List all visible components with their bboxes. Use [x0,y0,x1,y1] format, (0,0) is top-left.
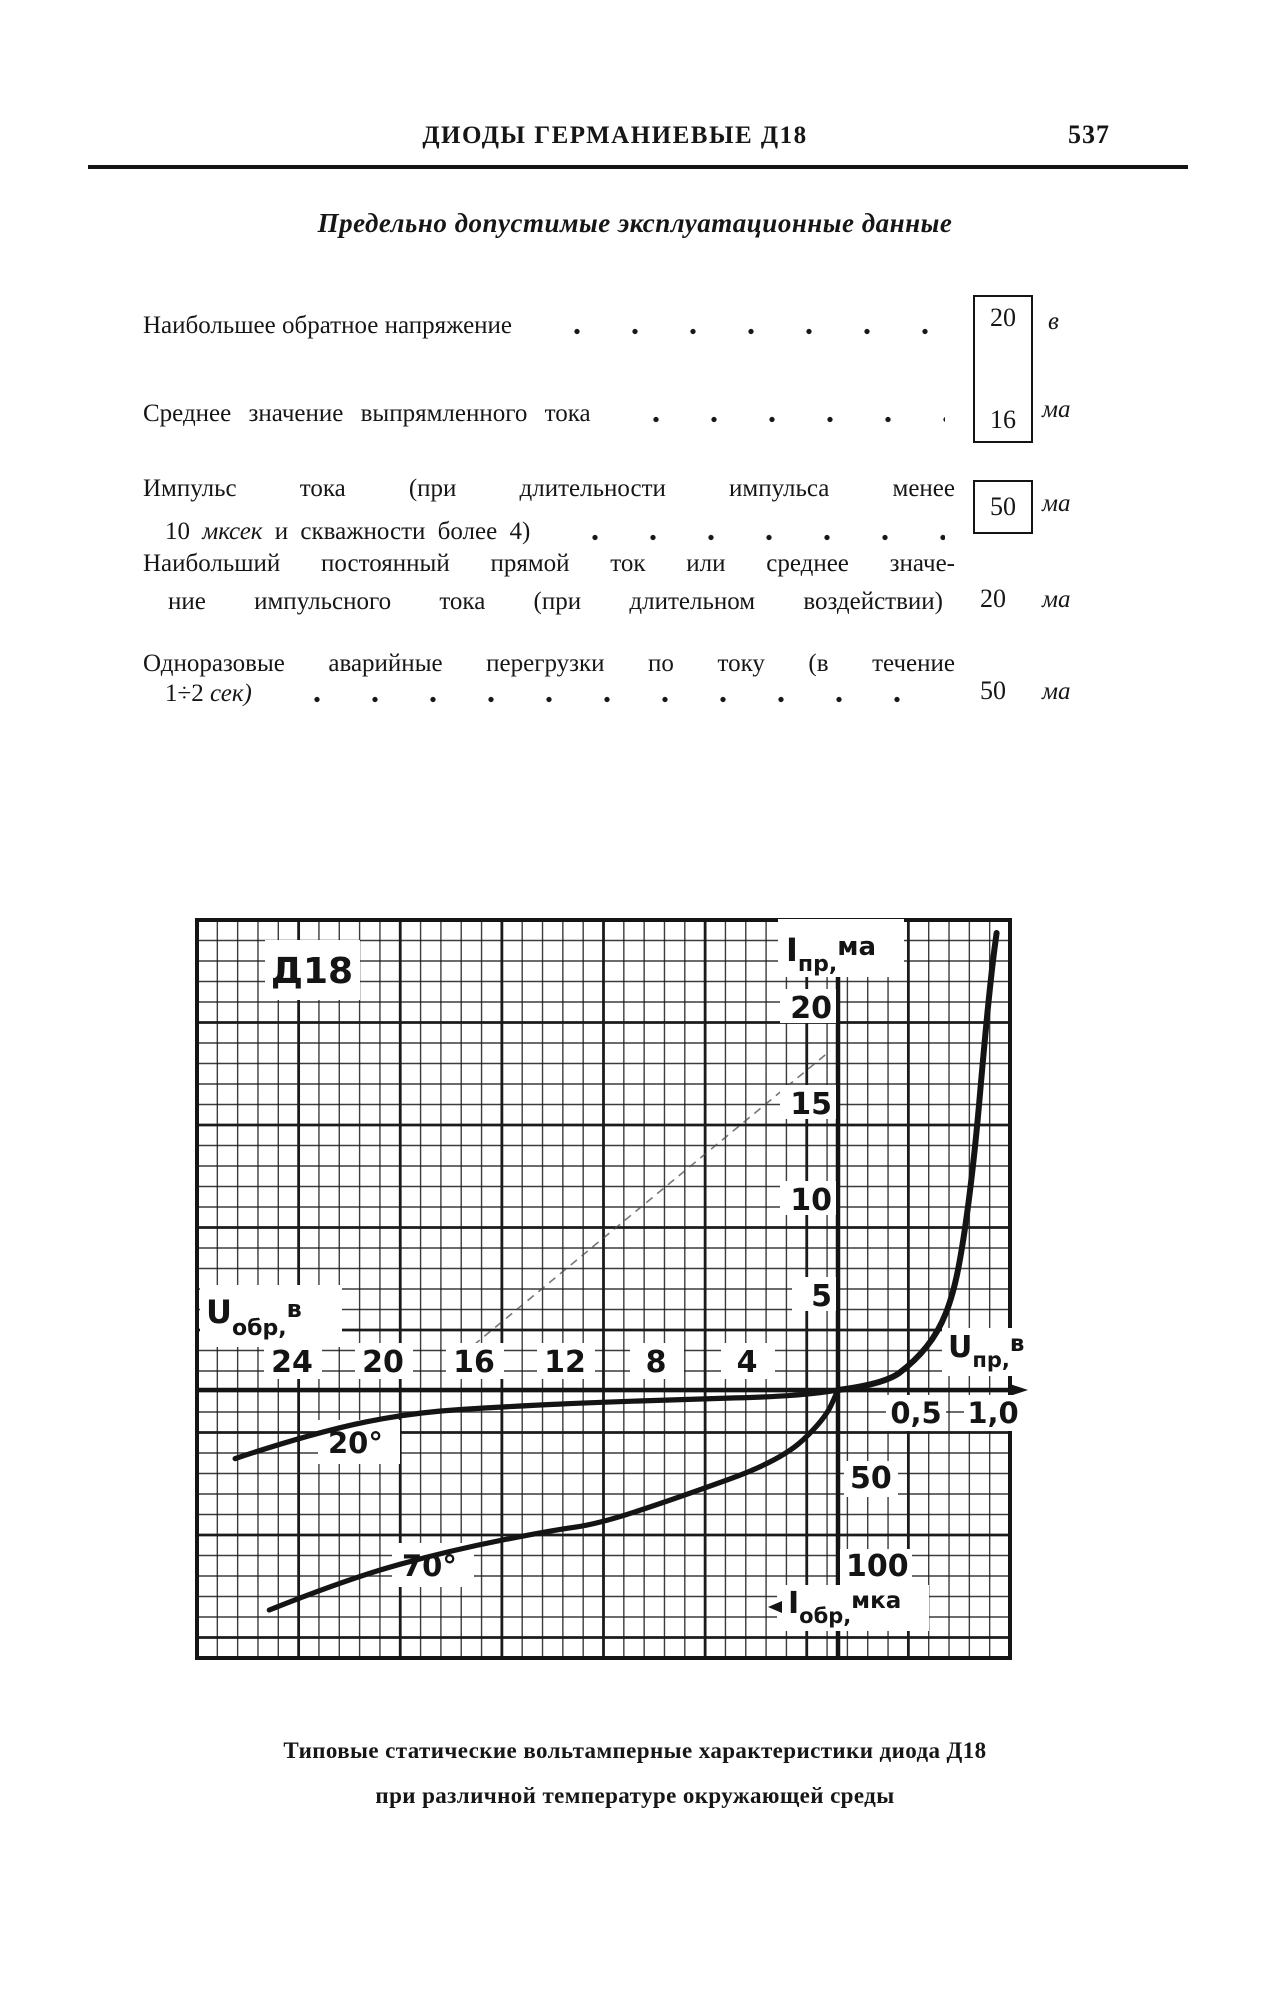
tick-ipr-10: 10 [790,1183,832,1218]
dot-leader [526,327,945,336]
spec-row-max-dc-line1 [143,548,955,579]
value-box-pulse [973,480,1033,534]
label-patches [200,919,1052,1631]
section-title: Предельно допустимые эксплуатационные данные [317,208,953,238]
tick-ipr-20: 20 [790,991,832,1026]
tick-uobr-4: 4 [736,1345,758,1380]
value-box-pair [973,295,1033,443]
spec-value: 20 [980,584,1006,613]
vi-characteristic-chart [180,915,1080,1675]
figure-caption-line1: Типовые статические вольтамперные характеристики диода Д18 [283,1738,987,1763]
tick-uobr-24: 24 [271,1345,313,1380]
spec-row-rectified-current [143,398,955,429]
spec-label: 1÷2 сек) [165,680,252,707]
reverse-voltage-axis-label: $U_{обр,}^в$ [206,1293,302,1341]
tick-ipr-5: 5 [811,1279,832,1314]
running-head-title: ДИОДЫ ГЕРМАНИЕВЫЕ Д18 [422,122,808,149]
forward-current-axis-label: $I_{пр,}^{ма}$ [786,931,877,977]
spec-label: Среднее значение выпрямленного тока [143,400,591,427]
spec-row-pulse-current-line1 [143,473,955,504]
device-label: Д18 [270,951,354,992]
dot-leader [266,695,945,704]
curves [235,933,997,1610]
tick-uobr-16: 16 [453,1345,495,1380]
spec-value: 50 [990,492,1016,521]
forward-voltage-axis-label: $U_{пр,}^в$ [948,1330,1025,1372]
dot-leader [544,533,945,542]
tick-iobr-50: 50 [850,1461,892,1496]
header-rule [88,165,1188,169]
spec-unit: в [1048,308,1059,335]
spec-unit: ма [1042,586,1071,613]
spec-unit: ма [1042,490,1071,517]
tick-uobr-12: 12 [544,1345,586,1380]
spec-label: Одноразовые аварийные перегрузки по току (в течение [143,650,955,677]
spec-value: 16 [990,405,1016,434]
spec-row-overload-line1 [143,648,955,679]
forward-voltage-axis-arrow-icon [1010,1384,1028,1396]
spec-row-max-dc-line2 [168,586,943,617]
spec-value: 50 [980,676,1006,705]
spec-unit: ма [1042,678,1071,705]
reverse-current-axis-arrow-icon [768,1601,782,1613]
spec-label: ние импульсного тока (при длительном воздействии) [168,588,943,615]
dot-leader [605,415,945,424]
tick-ipr-15: 15 [790,1087,832,1122]
spec-row-overload-line2 [165,678,955,709]
curve-label-70deg: 70° [402,1549,457,1583]
spec-label: Наибольшее обратное напряжение [143,312,513,339]
spec-value: 20 [990,303,1016,332]
spec-row-reverse-voltage [143,310,955,341]
spec-label: 10 мксек и скважности более 4) [165,518,531,545]
reverse-current-axis-label: $I_{обр,}^{мка}$ [788,1586,902,1628]
page-number: 537 [1068,120,1110,149]
tick-iobr-100: 100 [846,1549,909,1584]
tick-upr-10: 1,0 [967,1396,1019,1430]
tick-uobr-8: 8 [645,1345,667,1380]
spec-label: Наибольший постоянный прямой ток или среднее значе- [143,550,955,577]
curve-label-20deg: 20° [328,1426,383,1460]
spec-row-pulse-current-line2 [165,516,955,547]
spec-label: Импульс тока (при длительности импульса менее [143,475,955,502]
spec-unit: ма [1042,396,1071,423]
tick-uobr-20: 20 [362,1345,404,1380]
tick-upr-05: 0,5 [890,1396,942,1430]
figure-caption-line2: при различной температуре окружающей среды [375,1783,895,1808]
